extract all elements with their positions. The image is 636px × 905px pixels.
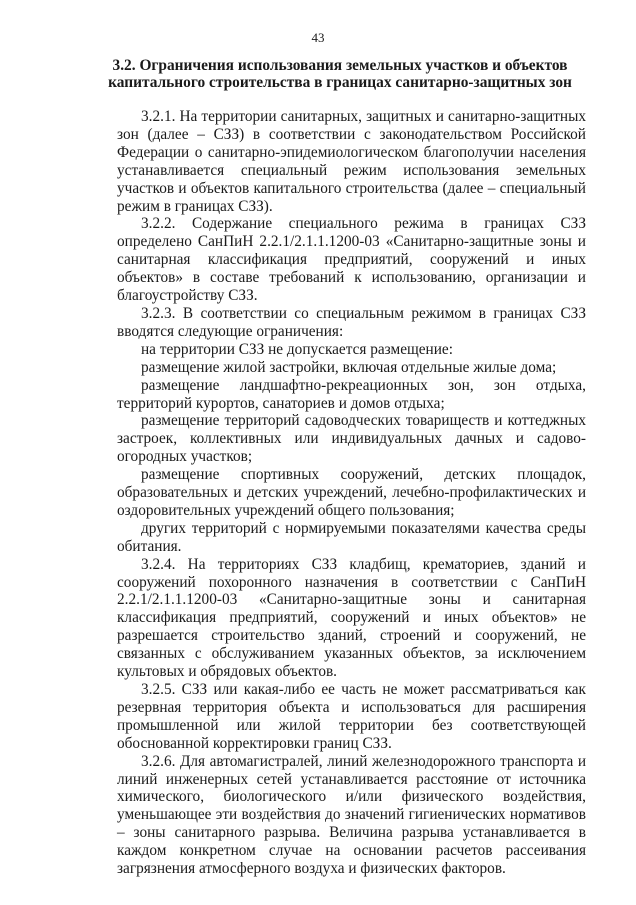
paragraph-3-2-2: 3.2.2. Содержание специального режима в границах СЗЗ определено СанПиН 2.2.1/2.1.1.1200-03 «Санитарно-защитные зоны и санитарная классификация предприятий, сооружений и иных объектов» в составе требований к использованию, организации и благоустройству СЗЗ. bbox=[117, 215, 586, 305]
section-title: 3.2. Ограничения использования земельных участков и объектов капитального строительства в границах санитарно-защитных зон bbox=[108, 57, 572, 91]
restriction-item: размещение ландшафтно-рекреационных зон, зон отдыха, территорий курортов, санаториев и домов отдыха; bbox=[117, 376, 586, 412]
paragraph-3-2-4: 3.2.4. На территориях СЗЗ кладбищ, крематориев, зданий и сооружений похоронного назначения в соответствии с СанПиН 2.2.1/2.1.1.1200-03 «Санитарно-защитные зоны и санитарная классификация предприятий, сооружений и иных объектов» не разрешается строительство зданий, строений и сооружений, не связанных с обслуживанием указанных объектов, за исключением культовых и обрядовых объектов. bbox=[117, 555, 586, 681]
paragraph-3-2-6: 3.2.6. Для автомагистралей, линий железнодорожного транспорта и линий инженерных сетей устанавливается расстояние от источника химического, биологического и/или физического воздействия, уменьшающее эти воздействия до значений гигиенических нормативов – зоны санитарного разрыва. Величина разрыва устанавливается в каждом конкретном случае на основании расчетов рассеивания загрязнения атмосферного воздуха и физических факторов. bbox=[117, 752, 586, 878]
paragraph-3-2-5: 3.2.5. СЗЗ или какая-либо ее часть не может рассматриваться как резервная территория объекта и использоваться для расширения промышленной или жилой территории без соответствующей обоснованной корректировки границ СЗЗ. bbox=[117, 681, 586, 752]
document-body bbox=[117, 108, 586, 878]
restriction-item: размещение спортивных сооружений, детских площадок, образовательных и детских учреждений, лечебно-профилактических и оздоровительных учреждений общего пользования; bbox=[117, 466, 586, 519]
restriction-intro: на территории СЗЗ не допускается размещение: bbox=[141, 340, 453, 358]
paragraph-3-2-1: 3.2.1. На территории санитарных, защитных и санитарно-защитных зон (далее – СЗЗ) в соответствии с законодательством Российской Федерации о санитарно-эпидемиологическом благополучии населения устанавливается специальный режим использования земельных участков и объектов капитального строительства (далее – специальный режим в границах СЗЗ). bbox=[117, 108, 586, 215]
restriction-item: размещение жилой застройки, включая отдельные жилые дома; bbox=[141, 358, 557, 376]
paragraph-3-2-3: 3.2.3. В соответствии со специальным режимом в границах СЗЗ вводятся следующие ограничения: bbox=[117, 304, 586, 340]
restriction-item: других территорий с нормируемыми показателями качества среды обитания. bbox=[117, 519, 586, 555]
restriction-item: размещение территорий садоводческих товариществ и коттеджных застроек, коллективных или индивидуальных дачных и садово-огородных участков; bbox=[117, 412, 586, 466]
page-number: 43 bbox=[311, 30, 325, 45]
